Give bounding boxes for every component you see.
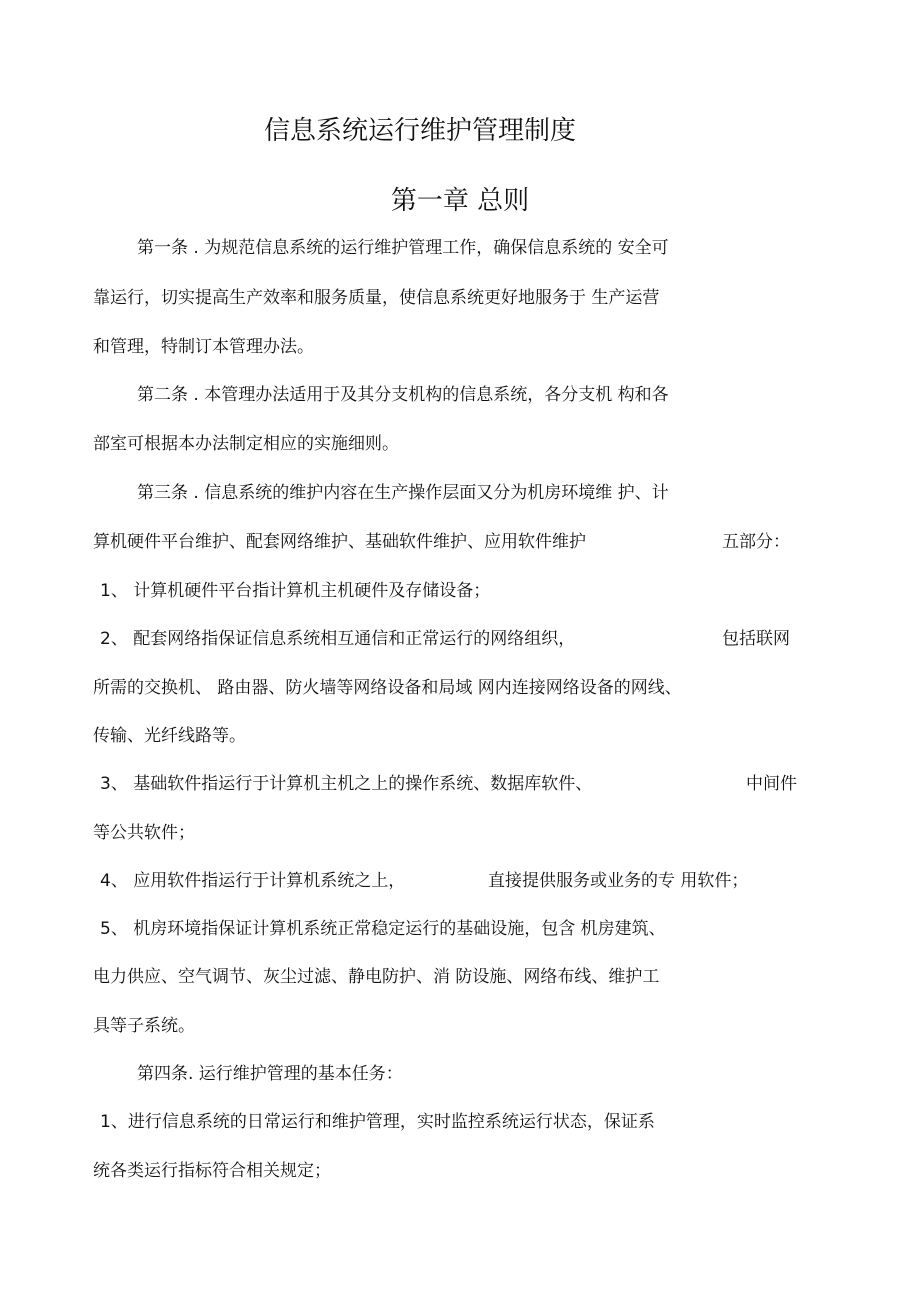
- item-5-line-3: 具等子系统。: [93, 1016, 195, 1036]
- item-1: 1、 计算机硬件平台指计算机主机硬件及存储设备；: [100, 581, 491, 601]
- article-2-line-1: 第二条 . 本管理办法适用于及其分支机构的信息系统，各分支机 构和各: [137, 385, 669, 405]
- item-4-line-1-tail: 直接提供服务或业务的专 用软件；: [488, 871, 749, 891]
- item-2-line-1-tail: 包括联网: [722, 629, 790, 649]
- article-3-line-2-tail: 五部分：: [722, 532, 790, 552]
- article-4-line-1: 第四条. 运行维护管理的基本任务：: [137, 1064, 403, 1084]
- item-3-line-1-tail: 中间件: [746, 774, 797, 794]
- item-2-line-1: 2、 配套网络指保证信息系统相互通信和正常运行的网络组织，: [100, 629, 576, 649]
- item-3-line-1: 3、 基础软件指运行于计算机主机之上的操作系统、数据库软件、: [100, 774, 593, 794]
- article-1-line-2: 靠运行，切实提高生产效率和服务质量，使信息系统更好地服务于 生产运营: [93, 288, 660, 308]
- article-1-line-1: 第一条 . 为规范信息系统的运行维护管理工作，确保信息系统的 安全可: [137, 238, 669, 258]
- article-2-line-2: 部室可根据本办法制定相应的实施细则。: [93, 434, 399, 454]
- article-3-line-1: 第三条 . 信息系统的维护内容在生产操作层面又分为机房环境维 护、计: [137, 483, 669, 503]
- item-2-line-3: 传输、光纤线路等。: [93, 726, 246, 746]
- article-3-line-2: 算机硬件平台维护、配套网络维护、基础软件维护、应用软件维护: [93, 532, 586, 552]
- item-5-line-2: 电力供应、空气调节、灰尘过滤、静电防护、消 防设施、网络布线、维护工: [93, 967, 660, 987]
- article-1-line-3: 和管理，特制订本管理办法。: [93, 337, 314, 357]
- article-4-item-1-line-1: 1、进行信息系统的日常运行和维护管理，实时监控系统运行状态，保证系: [100, 1112, 655, 1132]
- item-3-line-2: 等公共软件；: [93, 823, 195, 843]
- article-4-item-1-line-2: 统各类运行指标符合相关规定；: [93, 1161, 331, 1181]
- item-4-line-1: 4、 应用软件指运行于计算机系统之上，: [100, 871, 406, 891]
- item-2-line-2: 所需的交换机、 路由器、防火墙等网络设备和局域 网内连接网络设备的网线、: [93, 678, 682, 698]
- chapter-heading: 第一章 总则: [390, 186, 530, 216]
- document-title: 信息系统运行维护管理制度: [263, 116, 576, 146]
- item-5-line-1: 5、 机房环境指保证计算机系统正常稳定运行的基础设施，包含 机房建筑、: [100, 919, 666, 939]
